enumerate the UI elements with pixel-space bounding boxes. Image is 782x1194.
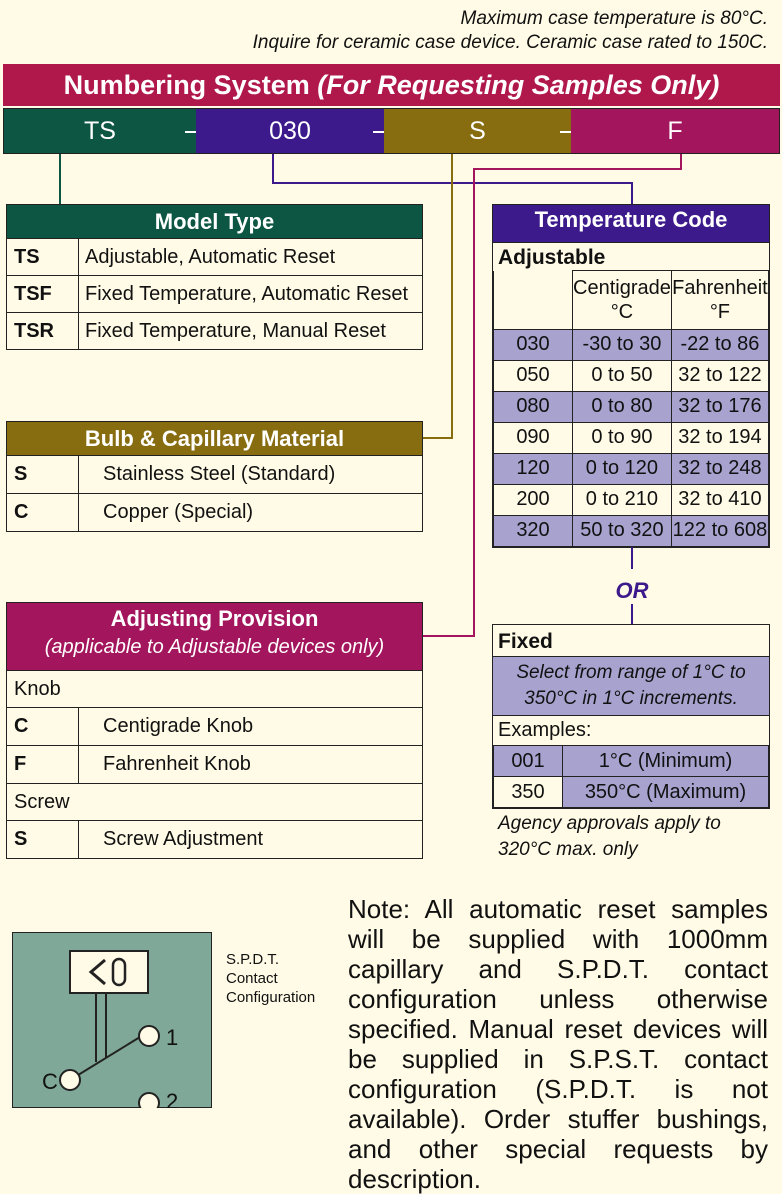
- terminal-2: [139, 1093, 159, 1108]
- temp-range-c: 50 to 320: [573, 515, 672, 546]
- table-row: [494, 484, 769, 515]
- adjusting-provision-table: [6, 602, 423, 859]
- bulb-desc: Stainless Steel (Standard): [103, 463, 336, 485]
- top-note-line-1: Maximum case temperature is 80°C.: [460, 8, 768, 29]
- top-note-line-2: Inquire for ceramic case device. Ceramic case rated to 150C.: [252, 32, 768, 53]
- example-code: 001: [494, 746, 563, 777]
- temp-range-f: 32 to 122: [671, 360, 768, 391]
- spdt-caption-line: Contact: [226, 970, 278, 987]
- model-type-table: [6, 204, 423, 350]
- table-row: [7, 745, 422, 783]
- temp-range-c: 0 to 80: [573, 391, 672, 422]
- adjustable-label: Adjustable: [493, 242, 769, 270]
- temp-code: 030: [494, 329, 573, 360]
- bulb-code: S: [7, 456, 79, 493]
- temp-code: 050: [494, 360, 573, 391]
- temp-range-f: 122 to 608: [671, 515, 768, 546]
- code-model: TS: [84, 116, 116, 145]
- temperature-code-header: Temperature Code: [493, 205, 769, 242]
- spdt-caption-line: S.P.D.T.: [226, 951, 280, 968]
- adjust-desc: Screw Adjustment: [103, 828, 264, 850]
- table-row: [7, 493, 422, 531]
- centigrade-label: Centigrade: [573, 276, 671, 299]
- model-code: TS: [7, 239, 79, 275]
- temperature-grid: [493, 270, 769, 547]
- example-code: 350: [494, 777, 563, 808]
- table-row: [494, 360, 769, 391]
- code-adjust: F: [667, 116, 683, 145]
- terminal-c: [60, 1070, 80, 1090]
- temp-range-c: 0 to 120: [573, 453, 672, 484]
- table-row: [7, 783, 422, 820]
- table-row: [494, 329, 769, 360]
- or-line-top: [631, 547, 633, 569]
- table-header-row: [494, 271, 769, 330]
- centigrade-header: [573, 271, 672, 330]
- temp-code: 080: [494, 391, 573, 422]
- adjusting-title: Adjusting Provision: [110, 606, 319, 631]
- table-row: [494, 453, 769, 484]
- table-row: [494, 422, 769, 453]
- centigrade-unit: °C: [610, 300, 634, 323]
- table-row: [7, 238, 422, 275]
- terminal-c-label: C: [42, 1069, 58, 1094]
- or-label: OR: [615, 578, 649, 603]
- table-row: [7, 707, 422, 745]
- code-bulb: S: [469, 116, 486, 145]
- knob-label: Knob: [14, 677, 61, 700]
- code-column-header: [494, 271, 573, 330]
- banner-title: Numbering System: [63, 70, 310, 100]
- table-row: [7, 312, 422, 349]
- fahrenheit-header: [671, 271, 768, 330]
- spdt-caption-line: Configuration: [226, 989, 316, 1006]
- samples-note: Note: All automatic reset samples will be supplied with 1000mm capillary and S.P.D.T. contact configuration unless otherwise specified. Manual reset devices will be supplied in S.P.S.T. contact configuration (S.P.D.T. is not available). Order stuffer bushings, and other special requests by description.: [348, 894, 768, 1194]
- examples-grid: [493, 745, 769, 808]
- terminal-2-label: 2: [166, 1089, 179, 1108]
- adjust-code: S: [7, 821, 79, 858]
- connector-bulb: [422, 154, 452, 438]
- terminal-1: [139, 1026, 159, 1046]
- temp-range-c: 0 to 210: [573, 484, 672, 515]
- code-temp: 030: [269, 116, 311, 145]
- screw-label: Screw: [14, 790, 70, 813]
- model-code: TSF: [7, 276, 79, 312]
- temp-range-c: 0 to 90: [573, 422, 672, 453]
- temp-range-f: -22 to 86: [671, 329, 768, 360]
- temp-range-f: 32 to 194: [671, 422, 768, 453]
- agency-note: Agency approvals apply to 320°C max. only: [498, 813, 721, 860]
- bulb-code: C: [7, 494, 79, 531]
- adjust-desc: Fahrenheit Knob: [103, 753, 251, 775]
- temp-code: 120: [494, 453, 573, 484]
- table-row: [494, 777, 769, 808]
- fahrenheit-label: Fahrenheit: [672, 276, 768, 299]
- adjusting-header: [7, 603, 422, 670]
- table-row: [494, 515, 769, 546]
- examples-label: Examples:: [498, 719, 592, 741]
- example-desc: 350°C (Maximum): [563, 777, 769, 808]
- model-desc: Fixed Temperature, Automatic Reset: [85, 282, 409, 305]
- table-row: [7, 455, 422, 493]
- terminal-1-label: 1: [166, 1025, 179, 1050]
- fixed-temperature-table: [492, 624, 770, 809]
- table-row: [7, 820, 422, 858]
- spdt-diagram: [12, 932, 212, 1108]
- table-row: [7, 670, 422, 707]
- adjust-code: F: [7, 746, 79, 783]
- temp-code: 320: [494, 515, 573, 546]
- fixed-label: Fixed: [498, 630, 553, 653]
- temp-code: 090: [494, 422, 573, 453]
- temp-code: 200: [494, 484, 573, 515]
- table-row: [494, 746, 769, 777]
- table-row: [7, 275, 422, 312]
- banner-subtitle: (For Requesting Samples Only): [317, 70, 720, 100]
- model-code: TSR: [7, 313, 79, 349]
- fahrenheit-unit: °F: [709, 300, 731, 323]
- or-line-bottom: [631, 604, 633, 624]
- bulb-desc: Copper (Special): [103, 501, 254, 523]
- spdt-caption: [226, 950, 315, 1007]
- bulb-header: Bulb & Capillary Material: [7, 422, 422, 455]
- model-type-header: Model Type: [7, 205, 422, 238]
- temp-range-c: 0 to 50: [573, 360, 672, 391]
- example-desc: 1°C (Minimum): [563, 746, 769, 777]
- temp-range-f: 32 to 248: [671, 453, 768, 484]
- fixed-description: Select from range of 1°C to 350°C in 1°C increments.: [493, 656, 769, 716]
- thermostat-box: [70, 951, 148, 993]
- adjusting-subtitle: (applicable to Adjustable devices only): [44, 636, 385, 658]
- model-desc: Fixed Temperature, Manual Reset: [85, 319, 386, 342]
- table-row: [494, 391, 769, 422]
- temp-range-c: -30 to 30: [573, 329, 672, 360]
- adjust-code: C: [7, 708, 79, 745]
- bulb-material-table: [6, 421, 423, 532]
- temperature-code-table: [492, 204, 770, 548]
- temp-range-f: 32 to 176: [671, 391, 768, 422]
- adjust-desc: Centigrade Knob: [103, 715, 254, 737]
- temp-range-f: 32 to 410: [671, 484, 768, 515]
- model-desc: Adjustable, Automatic Reset: [85, 245, 336, 268]
